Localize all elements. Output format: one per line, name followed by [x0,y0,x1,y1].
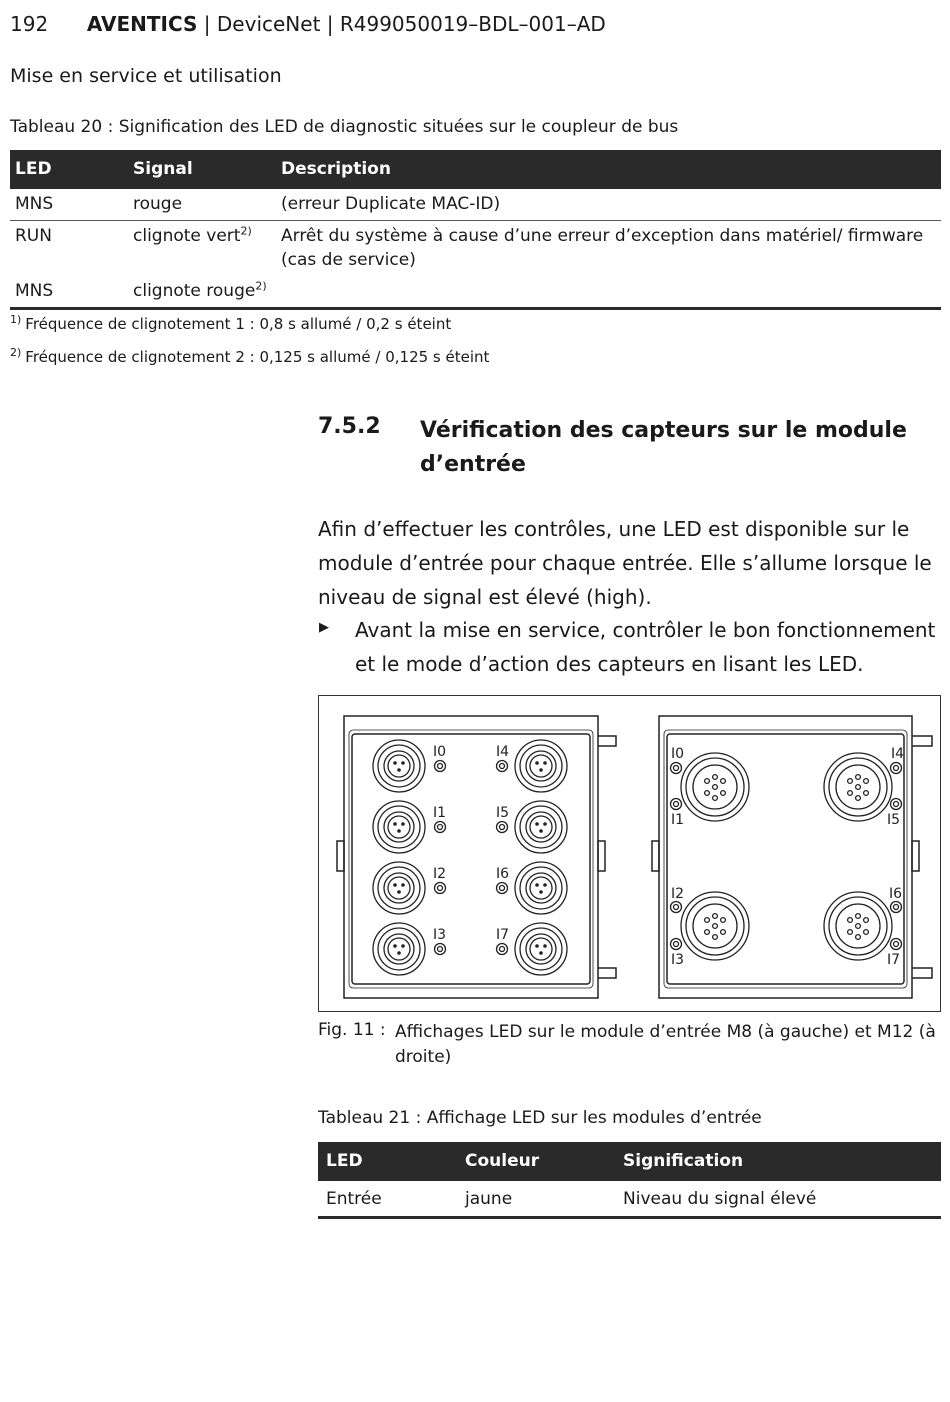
led-indicator [891,902,902,913]
cell-signal [128,276,276,309]
table20-header-description: Description [276,150,941,189]
table21-header-color: Couleur [460,1142,618,1181]
led-indicator [497,944,508,955]
cell-meaning: Niveau du signal élevé [618,1181,941,1218]
table21-header-meaning: Signification [618,1142,941,1181]
chapter-heading: Mise en service et utilisation [10,65,282,87]
table21-caption: Tableau 21 : Affichage LED sur les modules d’entrée [318,1108,762,1128]
m8-connector [515,923,567,975]
m8-connector [373,923,425,975]
signal-text: clignote rouge [133,281,256,301]
m8-input-label: I5 [496,805,510,821]
footnote-mark: 2) [10,346,22,359]
m8-clip-top [598,736,616,746]
cell-color: jaune [460,1181,618,1218]
table-row [10,221,941,277]
table-row [10,276,941,309]
table21 [318,1142,941,1219]
m12-connector [824,753,892,821]
led-indicator [891,939,902,950]
m8-connector [373,740,425,792]
m12-module-face [667,734,904,984]
table20-header-row [10,150,941,189]
m12-input-label: I4 [891,746,905,762]
m12-input-label: I3 [671,952,685,968]
led-indicator [435,761,446,772]
led-indicator [497,822,508,833]
cell-led: RUN [15,226,52,246]
m12-input-label: I2 [671,886,685,902]
m8-connectors [373,740,567,975]
footnote-2 [10,348,489,366]
cell-led: Entrée [318,1181,460,1218]
brand-name: AVENTICS [86,12,198,36]
led-indicator [671,763,682,774]
cell-signal: rouge [128,189,276,221]
footnote-mark: 1) [10,313,22,326]
table-row [10,189,941,221]
m8-input-label: I1 [433,805,447,821]
led-indicator [891,799,902,810]
m12-input-label: I7 [887,952,901,968]
led-indicator [435,822,446,833]
m12-input-label: I1 [671,812,685,828]
table20-header-led: LED [10,150,128,189]
cell-signal [128,221,276,277]
m8-input-label: I6 [496,866,510,882]
led-indicator [435,883,446,894]
cell-description [276,276,941,309]
cell-led: MNS [10,276,128,309]
table20 [10,150,941,310]
m8-input-label: I0 [433,744,447,760]
m12-input-label: I5 [887,812,901,828]
m8-connector [373,862,425,914]
m12-input-label: I0 [671,746,685,762]
table21-header-led: LED [318,1142,460,1181]
section-title: Vérification des capteurs sur le module d’entrée [420,418,907,477]
led-indicator [891,763,902,774]
page-header [10,12,606,36]
led-indicator [497,883,508,894]
figure-led-modules [318,695,941,1012]
section-number: 7.5.2 [318,414,381,439]
table20-header-signal: Signal [128,150,276,189]
m8-input-label: I3 [433,927,447,943]
led-indicator [671,939,682,950]
m12-connectors [671,753,902,960]
led-indicator [671,799,682,810]
led-indicator [497,761,508,772]
cell-led: MNS [10,189,128,221]
footnote-ref: 2) [255,279,267,293]
m8-clip-bottom [598,968,616,978]
m8-connector [373,801,425,853]
footnote-1 [10,315,451,333]
section-paragraph: Afin d’effectuer les contrôles, une LED est disponible sur le module d’entrée pour chaque entrée. Elle s’allume lorsque le niveau de signal est élevé (high). [318,517,932,609]
table21-header-row [318,1142,941,1181]
m8-input-label: I7 [496,927,510,943]
table20-caption: Tableau 20 : Signification des LED de diagnostic situées sur le coupleur de bus [10,117,679,137]
bullet-arrow-icon: ▶ [319,620,329,635]
footnote-ref: 2) [240,224,252,238]
m8-connector [515,740,567,792]
m8-connector [515,862,567,914]
figure-caption: Affichages LED sur le module d’entrée M8 (à gauche) et M12 (à droite) [395,1022,936,1067]
m8-input-label: I2 [433,866,447,882]
m8-connector [515,801,567,853]
footnote-text: Fréquence de clignotement 2 : 0,125 s allumé / 0,125 s éteint [25,348,490,366]
m12-input-label: I6 [889,886,903,902]
figure-label: Fig. 11 : [318,1020,386,1040]
m12-connector [824,892,892,960]
m12-connector [681,892,749,960]
footnote-text: Fréquence de clignotement 1 : 0,8 s allumé / 0,2 s éteint [25,315,452,333]
signal-text: clignote vert [133,226,241,246]
cell-description: (erreur Duplicate MAC-ID) [276,189,941,221]
bullet-instruction: Avant la mise en service, contrôler le bon fonctionnement et le mode d’action des capteurs en lisant les LED. [355,618,936,676]
m12-clip-top [912,736,932,746]
document-reference: | DeviceNet | R499050019–BDL–001–AD [197,12,606,36]
led-modules-drawing [319,696,940,1011]
m12-connector [681,753,749,821]
page-number: 192 [10,12,49,36]
table-row [318,1181,941,1218]
led-indicator [435,944,446,955]
m12-clip-bottom [912,968,932,978]
led-indicator [671,902,682,913]
m8-input-label: I4 [496,744,510,760]
cell-description: Arrêt du système à cause d’une erreur d’exception dans matériel/ firmware (cas de service) [281,226,924,270]
